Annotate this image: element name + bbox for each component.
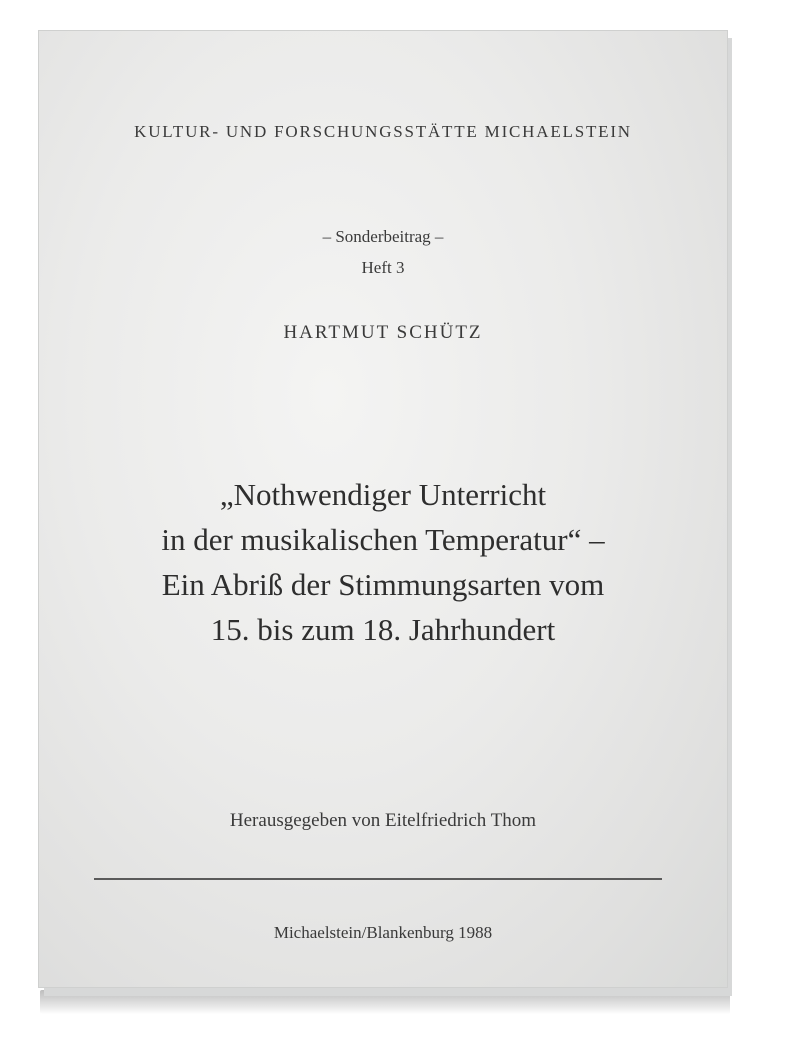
title-line-2: in der musikalischen Temperatur“ – [161, 522, 605, 557]
title-line-1: „Nothwendiger Unterricht [219, 477, 547, 512]
series-label: – Sonderbeitrag – [322, 227, 444, 246]
author-name: HARTMUT SCHÜTZ [283, 322, 483, 343]
title-line-4: 15. bis zum 18. Jahrhundert [210, 612, 556, 647]
imprint: Michaelstein/Blankenburg 1988 [273, 923, 493, 942]
title-line-3: Ein Abriß der Stimmungsarten vom [161, 567, 605, 602]
booklet-cover [38, 30, 728, 988]
editor-credit: Herausgegeben von Eitelfriedrich Thom [229, 810, 537, 831]
issue-number: Heft 3 [361, 258, 405, 277]
institution-name: KULTUR- UND FORSCHUNGSSTÄTTE MICHAELSTEIN [134, 122, 632, 141]
divider-rule [94, 878, 662, 880]
book-title [38, 472, 728, 652]
